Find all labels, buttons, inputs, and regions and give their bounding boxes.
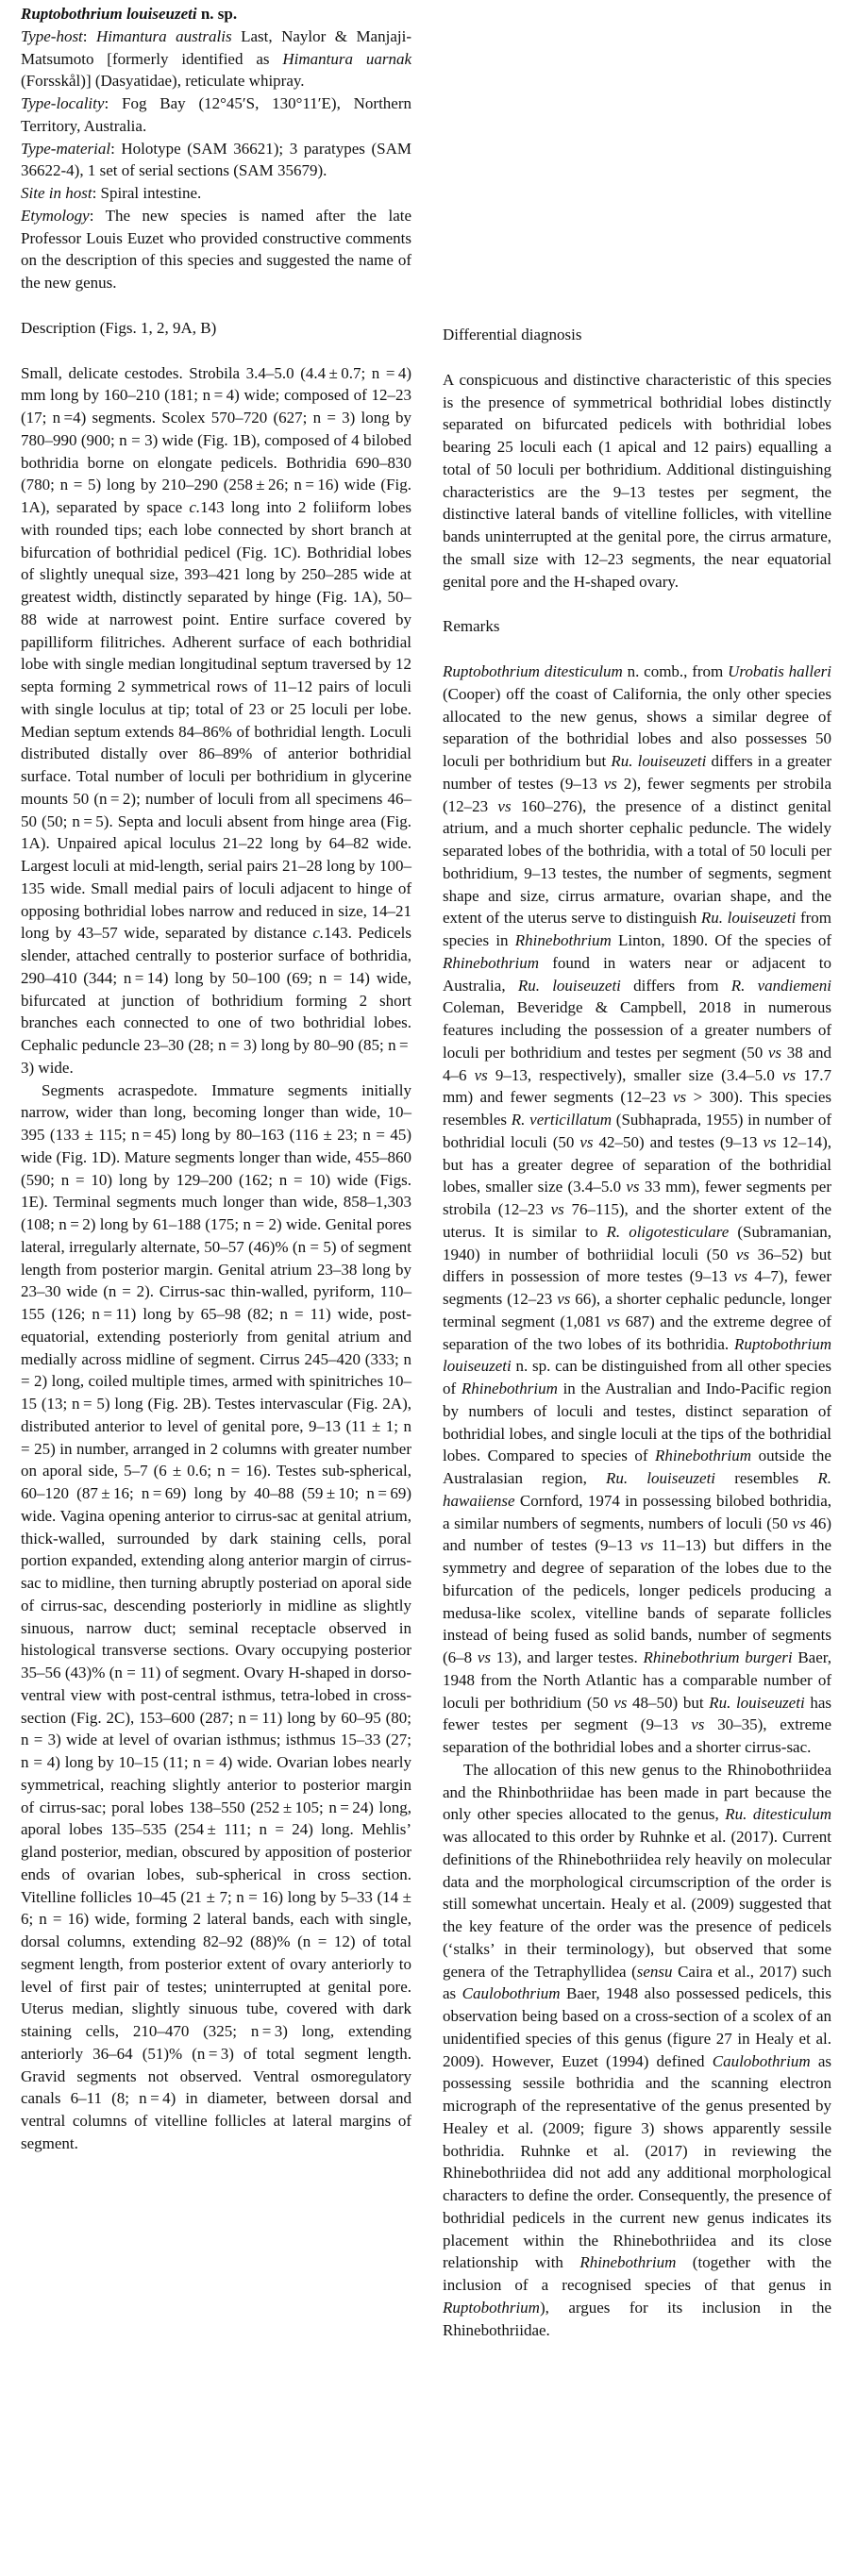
italic-text: Ruptobothrium bbox=[443, 2298, 540, 2317]
species-title bbox=[21, 3, 411, 25]
text-run: resembles bbox=[715, 1469, 818, 1487]
label-separator: : bbox=[92, 184, 101, 202]
text-run: Fog Bay (12°45′S, 130°11′E), Northern Territory, Australia. bbox=[21, 94, 411, 135]
type-info-label: Type-locality bbox=[21, 94, 105, 112]
species-status: n. sp. bbox=[196, 5, 238, 23]
text-run: 30–35), extreme separation of the bothridial lobes and a shorter cirrus-sac. bbox=[443, 1715, 831, 1756]
differential-diagnosis-heading: Differential diagnosis bbox=[443, 326, 582, 343]
text-run: Small, delicate cestodes. Strobila 3.4–5.0 (4.4 ± 0.7; n = 4) mm long by 160–210 (181; n = 4) wide; composed of 12–23 (17; n =4) segments. Scolex 570–720 (627; n = 3) long by 780–990 (900; n = 3) wide (Fig. 1B), composed of 4 bilobed bothridia borne on elongate pedicels. Bothridia 690–830 (780; n = 5) long by 210–290 (258 ± 26; n = 16) wide (Fig. 1A), separated by space bbox=[21, 363, 411, 516]
text-run: 9–13, respectively), smaller size (3.4–5.0 bbox=[487, 1065, 782, 1084]
italic-text: Himantura uarnak bbox=[282, 49, 412, 68]
text-run: 12–14), but has a greater degree of separation of the bothridial lobes, smaller size (3.4–5.0 bbox=[443, 1132, 831, 1196]
text-run: A conspicuous and distinctive characteristic of this species is the presence of symmetrical bothridial lobes distinctly separated on bifurcated pedicels with bothridial lobes bearing 25 loculi each (1 apical and 12 pairs) equalling a total of 50 loculi per bothridium. Additional distinguishing characteristics are the 9–13 testes per segment, the distinctive lateral bands of vitelline follicles, with vitelline bands uninterrupted at the genital pore, the cirrus armature, the small size with 12–23 segments, the near equatorial genital pore and the H-shaped ovary. bbox=[443, 370, 831, 591]
right-column bbox=[443, 324, 831, 2341]
type-info-etymology bbox=[21, 205, 411, 294]
text-run: 76–115), and the shorter extent of the uterus. It is similar to bbox=[443, 1200, 831, 1241]
type-info-type-host bbox=[21, 25, 411, 92]
text-run: found in waters near or adjacent to Australia, bbox=[443, 953, 831, 995]
text-run: Linton, 1890. Of the species of bbox=[611, 931, 831, 949]
italic-text: vs bbox=[763, 1132, 777, 1151]
left-column bbox=[21, 3, 411, 2155]
italic-text: vs bbox=[733, 1267, 747, 1286]
italic-text: c. bbox=[189, 498, 201, 516]
italic-text: c. bbox=[312, 924, 325, 943]
italic-text: Ru. louiseuzeti bbox=[517, 976, 621, 995]
text-run: outside the Australasian region, bbox=[443, 1447, 831, 1487]
italic-text: vs bbox=[613, 1693, 628, 1712]
italic-text: Rhinebothrium bbox=[514, 931, 612, 949]
text-run: has fewer testes per segment (9–13 bbox=[443, 1693, 831, 1734]
italic-text: vs bbox=[603, 774, 617, 793]
text-run: 160–276), the presence of a distinct genital atrium, and a much shorter cephalic peduncle. The widely separated lobes of the bothridia, with a total of 50 loculi per bothridium, 9–13 testes, the number of segments, segment shape and size, cirrus armature, ovarian shape, and the extent of the uterus serve to distinguish bbox=[443, 796, 831, 928]
text-run: 38 and 4–6 bbox=[443, 1043, 832, 1084]
italic-text: sensu bbox=[636, 1962, 673, 1981]
description-body bbox=[21, 362, 411, 2155]
text-run: 2), fewer segments per strobila (12–23 bbox=[443, 774, 831, 815]
text-run: Coleman, Beveridge & Campbell, 2018 in numerous features including the possession of a greater numbers of loculi per bothridium and testes per segment (50 bbox=[443, 998, 831, 1062]
italic-text: Rhinebothrium burgeri bbox=[643, 1648, 793, 1666]
italic-text: Ruptobothrium louiseuzeti bbox=[443, 1334, 831, 1376]
italic-text: vs bbox=[691, 1715, 705, 1734]
type-info-label: Etymology bbox=[21, 206, 90, 225]
text-run: 4–7), fewer segments (12–23 bbox=[443, 1267, 831, 1308]
paragraph bbox=[443, 661, 831, 1759]
italic-text: Rhinebothrium bbox=[443, 953, 539, 972]
italic-text: vs bbox=[781, 1065, 797, 1084]
italic-text: R. hawaiiense bbox=[443, 1469, 831, 1510]
italic-text: vs bbox=[557, 1290, 571, 1308]
paragraph bbox=[443, 1759, 831, 2342]
type-info-type-material bbox=[21, 138, 411, 183]
italic-text: Ru. louiseuzeti bbox=[709, 1693, 805, 1712]
remarks-body bbox=[443, 661, 831, 2341]
italic-text: vs bbox=[497, 796, 512, 815]
text-run: (Subramanian, 1940) in number of bothriidial loculi (50 bbox=[443, 1222, 831, 1263]
italic-text: Caulobothrium bbox=[462, 1984, 561, 2003]
italic-text: vs bbox=[626, 1178, 640, 1196]
text-run: n. comb., from bbox=[622, 662, 729, 680]
text-run: 46) and number of testes (9–13 bbox=[443, 1514, 831, 1555]
type-info-type-locality bbox=[21, 92, 411, 138]
text-run: 11–13) but differs in the symmetry and degree of separation of the lobes due to the bifurcation of the pedicels, longer pedicels producing a medusa-like scolex, vitelline bands of separate follicles instead of being fused as solid bands, number of segments (6–8 bbox=[443, 1536, 831, 1666]
italic-text: vs bbox=[792, 1514, 806, 1532]
italic-text: vs bbox=[673, 1088, 687, 1107]
text-run: 33 mm), fewer segments per strobila (12–23 bbox=[443, 1178, 831, 1218]
type-info-label: Site in host bbox=[21, 184, 92, 202]
text-run: The new species is named after the late Professor Louis Euzet who provided constructive comments on the description of this species and suggested the name of the new genus. bbox=[21, 206, 412, 292]
text-run: differs in a greater number of testes (9–13 bbox=[443, 752, 832, 793]
italic-text: R. verticillatum bbox=[511, 1111, 613, 1129]
italic-text: R. vandiemeni bbox=[730, 976, 831, 995]
italic-text: Himantura australis bbox=[96, 26, 232, 45]
text-run: 143 long into 2 foliiform lobes with rounded tips; each lobe connected by short branch at bifurcation of bothridial pedicel (Fig. 1C). Bothridial lobes of slightly unequal size, 393–421 long by 250–285 wide at greatest width, distinctly separated by hinge (Fig. 1A), 50–88 wide at narrowest point. Entire surface covered by papilliform filitriches. Adherent surface of each bothridial lobe with single median longitudinal septum traversed by 12 septa forming 2 symmetrical rows of 11–12 pairs of loculi with single loculus at tip; total of 23 or 25 loculi per lobe. Median septum extends 84–86% of bothridial length. Loculi distributed distally over 86–89% of anterior bothridial surface. Total number of loculi per bothridium in glycerine mounts 50 (n = 2); number of loculi from all specimens 46–50 (50; n = 5). Septa and loculi absent from hinge area (Fig. 1A). Unpaired apical loculus 21–22 long by 64–82 wide. Largest loculi at mid-length, serial pairs 21–28 long by 100–135 wide. Small medial pairs of loculi adjacent to hinge of opposing bothridial lobes narrow and reduced in size, 14–21 long by 43–57 wide, separated by distance bbox=[21, 498, 411, 943]
label-separator: : bbox=[82, 26, 96, 45]
italic-text: Ru. ditesticulum bbox=[725, 1805, 832, 1824]
text-run: in the Australian and Indo-Pacific region by numbers of loculi and testes, distinct separation of bothridial lobes, and single loculi at the tips of the bothridial lobes. Compared to species of bbox=[443, 1380, 831, 1465]
type-info-site-in-host bbox=[21, 182, 411, 205]
italic-text: vs bbox=[767, 1043, 782, 1062]
italic-text: vs bbox=[474, 1065, 488, 1084]
differential-diagnosis-body bbox=[443, 369, 831, 594]
text-run: Spiral intestine. bbox=[100, 184, 202, 202]
italic-text: vs bbox=[550, 1200, 564, 1218]
italic-text: vs bbox=[606, 1312, 621, 1330]
text-run: (together with the inclusion of a recognised species of that genus in bbox=[443, 2253, 832, 2294]
text-run: 143. Pedicels slender, attached centrally to posterior surface of bothridia, 290–410 (344; n = 14) long by 50–100 (69; n = 14) wide, bifurcated at junction of bothridium forming 2 short branches each connected to one of two bothridial lobes. Cephalic peduncle 23–30 (28; n = 3) long by 80–90 (85; n = 3) wide. bbox=[21, 924, 411, 1077]
text-run: Baer, 1948 from the North Atlantic has a comparable number of loculi per bothridium (50 bbox=[443, 1648, 831, 1712]
text-run: > 300). This species resembles bbox=[443, 1088, 831, 1129]
label-separator: : bbox=[110, 139, 122, 158]
text-run: Cornford, 1974 in possessing bilobed bothridia, a similar numbers of segments, numbers of loculi (50 bbox=[443, 1491, 831, 1532]
text-run: (Cooper) off the coast of California, the only other species allocated to the new genus, shows a similar degree of separation of the bothridial lobes and also possesses 50 loculi per bothridium but bbox=[443, 684, 831, 770]
paragraph bbox=[21, 1079, 411, 2155]
paragraph bbox=[21, 362, 411, 1079]
text-run: Segments acraspedote. Immature segments initially narrow, wider than long, becoming longer than wide, 10–395 (133 ± 115; n = 45) long by 80–163 (116 ± 23; n = 45) wide (Fig. 1D). Mature segments longer than wide, 455–860 (590; n = 10) long by 129–200 (162; n = 10) wide (Figs. 1E). Terminal segments much longer than wide, 858–1,303 (108; n = 2) long by 61–188 (175; n = 2) wide. Genital pores lateral, irregularly alternate, 50–57 (46)% (n = 5) of segment length from posterior margin. Genital atrium 23–38 long by 23–30 wide (n = 2). Cirrus-sac thin-walled, pyriform, 110–155 (126; n = 11) long by 65–98 (82; n = 11) wide, post-equatorial, extending posteriorly from genital atrium and medially across midline of segment. Cirrus 245–420 (333; n = 2) long, coiled multiple times, armed with spinitriches 10–15 (13; n = 5) long (Fig. 2B). Testes intervascular (Fig. 2A), distributed anterior to level of genital pore, 9–13 (11 ± 1; n = 25) in number, arranged in 2 columns with greater number on aporal side, 5–7 (6 ± 0.6; n = 16). Testes sub-spherical, 60–120 (87 ± 16; n = 69) long by 40–88 (59 ± 10; n = 69) wide. Vagina opening anterior to cirrus-sac at genital atrium, thick-walled, surrounded by dark staining cells, poral portion expanded, extending along anterior margin of cirrus-sac to midline, then turning abruptly posteriad on aporal side of cirrus-sac, descending posteriorly in midline as slightly sinuous, narrow duct; seminal receptacle observed in histological transverse sections. Ovary occupying posterior 35–56 (43)% (n = 11) of segment. Ovary H-shaped in dorso-ventral view with post-central isthmus, tetra-lobed in cross-section (Fig. 2C), 153–600 (287; n = 11) long by 60–95 (80; n = 3) wide at level of ovarian isthmus; isthmus 15–33 (27; n = 4) long by 10–15 (11; n = 4) wide. Ovarian lobes nearly symmetrical, reaching slightly anterior to posterior margin of cirrus-sac; poral lobes 138–550 (252 ± 105; n = 24) long, aporal lobes 135–535 (254 ± 111; n = 24) long. Mehlis’ gland posterior, median, obscured by apposition of posterior ends of ovarian lobes, sub-spherical in cross section. Vitelline follicles 10–45 (21 ± 7; n = 16) long by 5–33 (14 ± 6; n = 16) wide, forming 2 lateral bands, each with single, dorsal columns, extending 82–92 (88)% (n = 12) of total segment length, from posterior extent of ovary anteriorly to level of first pair of testes; uninterrupted at genital pore. Uterus median, slightly sinuous tube, covered with dark staining cells, 210–470 (325; n = 3) long, extending anteriorly 36–64 (51)% (n = 3) of total segment length. Gravid segments not observed. Ventral osmoregulatory canals 6–11 (8; n = 4) in diameter, between dorsal and ventral columns of vitelline follicles at lateral margins of segment. bbox=[21, 1080, 411, 2152]
text-run: (Subhaprada, 1955) in number of bothridial loculi (50 bbox=[443, 1111, 831, 1151]
text-run: as possessing sessile bothridia and the scanning electron micrograph of the representative of the genus presented by Healey et al. (2009; figure 3) shows apparently sessile bothridia. Ruhnke et al. (2017) in reviewing the Rhinebothriidea did not add any additional morphological characters to define the order. Consequently, the presence of bothridial pedicels in the current new genus indicates its placement within the Rhinebothriidea and its close relationship with bbox=[443, 2051, 831, 2272]
italic-text: R. oligotesticulare bbox=[606, 1222, 730, 1241]
italic-text: Rhinebothrium bbox=[579, 2253, 677, 2272]
text-run: differs from bbox=[620, 976, 731, 995]
text-run: 36–52) but differs in possession of more testes (9–13 bbox=[443, 1245, 831, 1286]
italic-text: vs bbox=[735, 1245, 750, 1263]
text-run: from species in bbox=[443, 909, 832, 949]
italic-text: Rhinebothrium bbox=[461, 1380, 558, 1397]
text-run: Baer, 1948 also possessed pedicels, this observation being based on a cross-section of a scolex of an unidentified species of this genus (figure 27 in Healy et al. 2009). However, Euzet (1994) defined bbox=[443, 1984, 831, 2070]
italic-text: Ru. louiseuzeti bbox=[606, 1469, 716, 1487]
italic-text: Ru. louiseuzeti bbox=[700, 909, 797, 928]
text-run: 17.7 mm) and fewer segments (12–23 bbox=[443, 1065, 831, 1107]
type-info-label: Type-material bbox=[21, 139, 111, 158]
italic-text: vs bbox=[579, 1132, 594, 1151]
text-run: Holotype (SAM 36621); 3 paratypes (SAM 36622-4), 1 set of serial sections (SAM 35679). bbox=[21, 139, 411, 180]
italic-text: Ru. louiseuzeti bbox=[611, 752, 707, 770]
italic-text: Caulobothrium bbox=[712, 2051, 811, 2070]
text-run: Last, Naylor & Manjaji-Matsumoto [formerly identified as bbox=[21, 26, 411, 68]
text-run: 48–50) but bbox=[627, 1693, 710, 1712]
italic-text: Ruptobothrium ditesticulum bbox=[443, 662, 623, 680]
italic-text: Rhinebothrium bbox=[655, 1447, 752, 1465]
description-heading: Description (Figs. 1, 2, 9A, B) bbox=[21, 318, 217, 337]
label-separator: : bbox=[104, 94, 122, 112]
text-run: ), argues for its inclusion in the Rhinebothriidae. bbox=[443, 2298, 831, 2339]
text-run: 42–50) and testes (9–13 bbox=[593, 1132, 764, 1151]
type-info-block bbox=[21, 25, 411, 294]
text-run: (Forsskål)] (Dasyatidae), reticulate whipray. bbox=[21, 72, 305, 91]
paragraph bbox=[443, 369, 831, 594]
italic-text: vs bbox=[640, 1536, 654, 1555]
type-info-label: Type-host bbox=[21, 26, 83, 45]
text-run: The allocation of this new genus to the Rhinobothriidea and the Rhinbothriidae has been made in part because the only other species allocated to the genus, bbox=[443, 1760, 831, 1824]
text-run: Caira et al., 2017) such as bbox=[443, 1962, 831, 2003]
label-separator: : bbox=[89, 206, 106, 225]
remarks-heading: Remarks bbox=[443, 617, 500, 636]
text-run: 687) and the extreme degree of separation of the two lobes of its bothridia. bbox=[443, 1312, 831, 1353]
text-run: n. sp. can be distinguished from all other species of bbox=[443, 1357, 831, 1397]
text-run: 13), and larger testes. bbox=[491, 1648, 644, 1666]
species-name: Ruptobothrium louiseuzeti bbox=[21, 5, 197, 23]
text-run: was allocated to this order by Ruhnke et al. (2017). Current definitions of the Rhinebothriidea rely heavily on molecular data and the morphological circumscription of the order is still somewhat uncertain. Healy et al. (2009) suggested that the key feature of the order was the presence of pedicels (‘stalks’ in their terminology), but observed that some genera of the Tetraphyllidea ( bbox=[443, 1828, 831, 1981]
italic-text: vs bbox=[477, 1648, 492, 1666]
text-run: 66), a shorter cephalic peduncle, longer terminal segment (1,081 bbox=[443, 1290, 831, 1330]
italic-text: Urobatis halleri bbox=[728, 662, 832, 680]
